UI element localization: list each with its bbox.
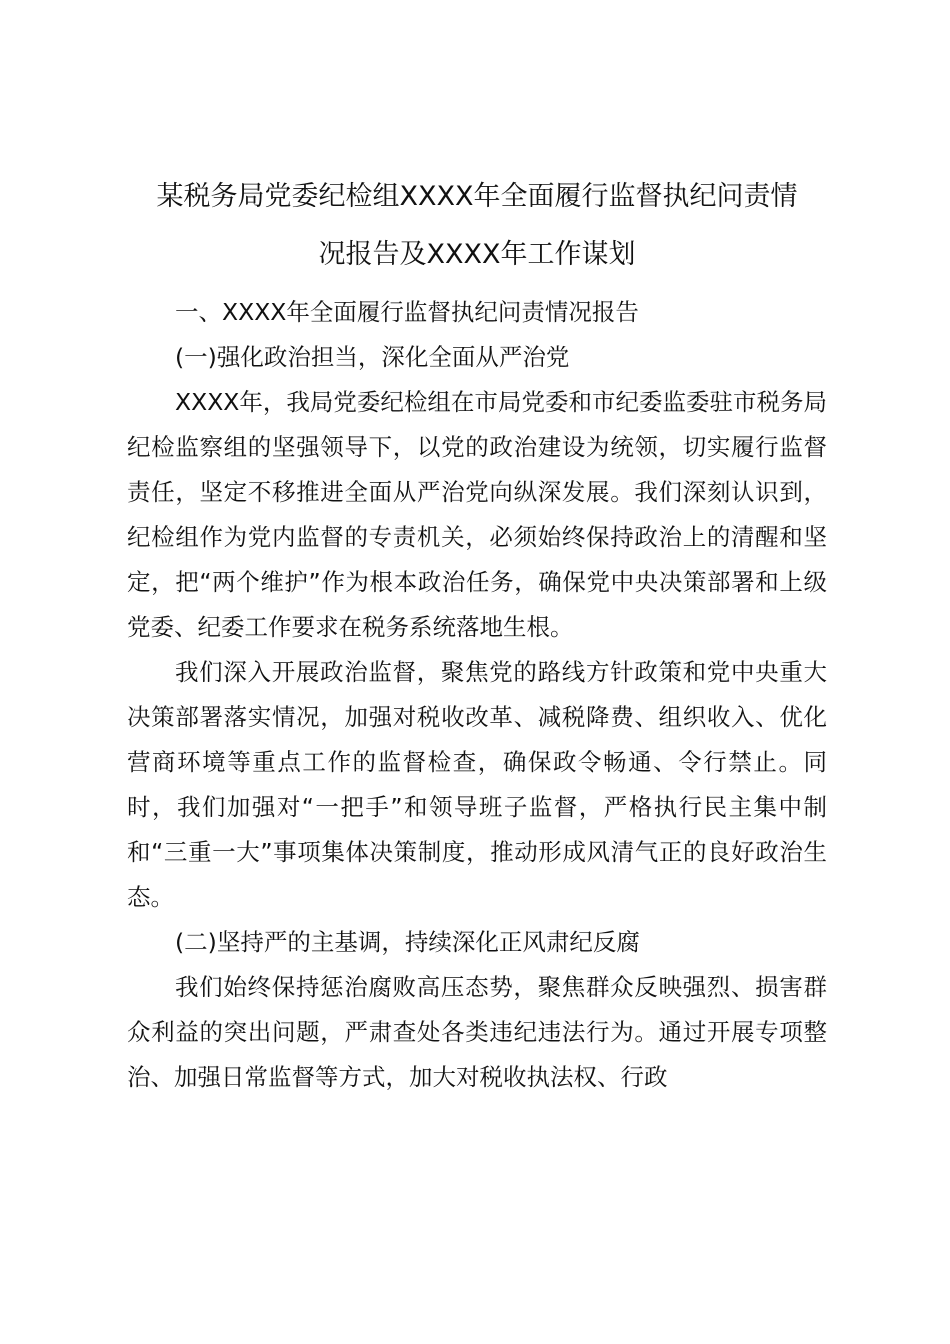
title-line-1: 某税务局党委纪检组XXXX年全面履行监督执纪问责情	[156, 181, 798, 212]
subsection-2-heading: (二)坚持严的主基调，持续深化正风肃纪反腐	[175, 928, 640, 956]
document-body	[127, 168, 827, 1100]
document-title	[127, 168, 827, 284]
section-1-heading: 一、XXXX年全面履行监督执纪问责情况报告	[175, 298, 639, 326]
paragraph-1: XXXX年，我局党委纪检组在市局党委和市纪委监委驻市税务局纪检监察组的坚强领导下，以党的政治建设为统领，切实履行监督责任，坚定不移推进全面从严治党向纵深发展。我们深刻认识到，纪检组作为党内监督的专责机关，必须始终保持政治上的清醒和坚定，把“两个维护”作为根本政治任务，确保党中央决策部署和上级党委、纪委工作要求在税务系统落地生根。	[127, 388, 827, 641]
subsection-1-heading: (一)强化政治担当，深化全面从严治党	[175, 343, 570, 371]
paragraph-2: 我们深入开展政治监督，聚焦党的路线方针政策和党中央重大决策部署落实情况，加强对税收改革、减税降费、组织收入、优化营商环境等重点工作的监督检查，确保政令畅通、令行禁止。同时，我们加强对“一把手”和领导班子监督，严格执行民主集中制和“三重一大”事项集体决策制度，推动形成风清气正的良好政治生态。	[127, 658, 827, 911]
title-line-2: 况报告及XXXX年工作谋划	[318, 239, 636, 270]
paragraph-3: 我们始终保持惩治腐败高压态势，聚焦群众反映强烈、损害群众利益的突出问题，严肃查处各类违纪违法行为。通过开展专项整治、加强日常监督等方式，加大对税收执法权、行政	[127, 973, 827, 1091]
